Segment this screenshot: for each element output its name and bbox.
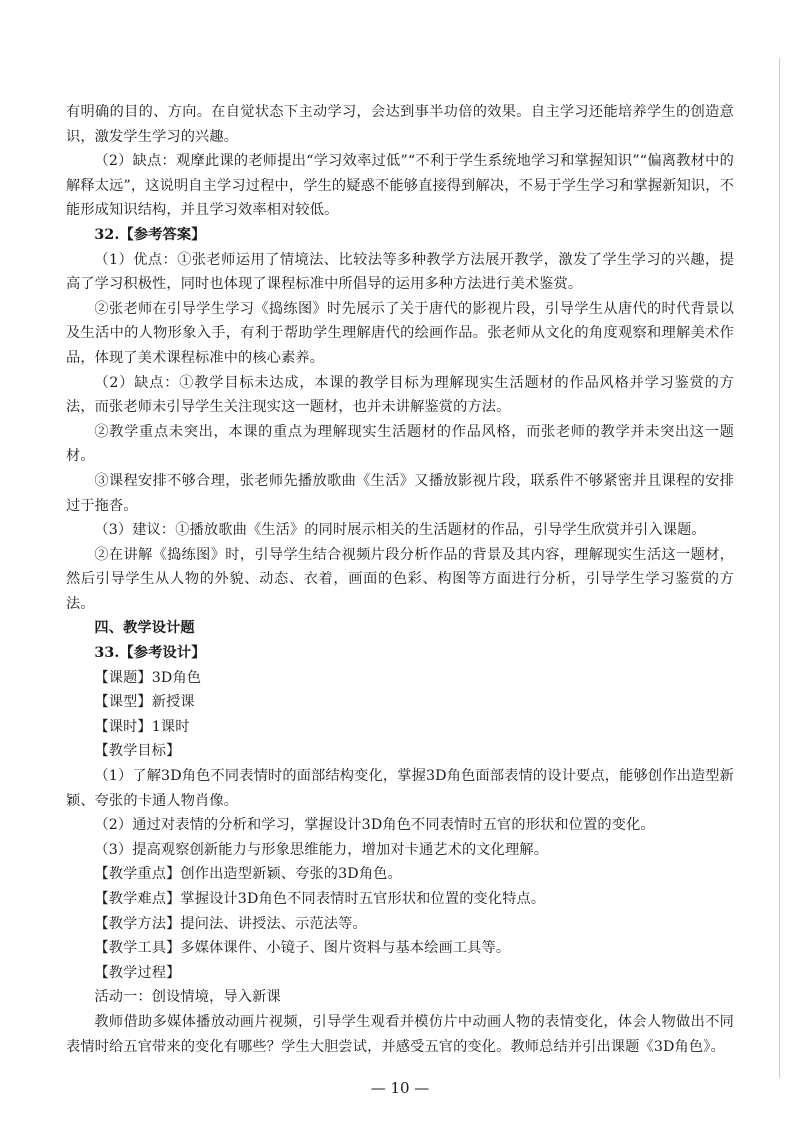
paragraph: （2）缺点：①教学目标未达成，本课的教学目标为理解现实生活题材的作品风格并学习鉴赏的方法，而张老师未引导学生关注现实这一题材，也并未讲解鉴赏的方法。 <box>66 374 734 416</box>
paragraph: 教师借助多媒体播放动画片视频，引导学生观看并模仿片中动画人物的表情变化，体会人物做出不同表情时给五官带来的变化有哪些？学生大胆尝试，并感受五官的变化。教师总结并引出课题《3D角色》。 <box>66 1013 734 1055</box>
paragraph: 有明确的目的、方向。在自觉状态下主动学习，会达到事半功倍的效果。自主学习还能培养学生的创造意识，激发学生学习的兴趣。 <box>66 104 734 145</box>
paragraph: 【教学难点】掌握设计3D角色不同表情时五官形状和位置的变化特点。 <box>94 891 546 907</box>
paragraph: 活动一：创设情境，导入新课 <box>94 989 281 1006</box>
paragraph: 【课时】1课时 <box>94 718 190 735</box>
section-heading: 四、教学设计题 <box>94 620 195 637</box>
page-edge-rule <box>779 58 780 1078</box>
paragraph: 【教学重点】创作出造型新颖、夸张的3D角色。 <box>94 866 402 883</box>
paragraph: ②教学重点未突出，本课的重点为理解现实生活题材的作品风格，而张老师的教学并未突出这一题材。 <box>66 423 734 465</box>
paragraph: ②张老师在引导学生学习《捣练图》时先展示了关于唐代的影视片段，引导学生从唐代的时代背景以及生活中的人物形象入手，有利于帮助学生理解唐代的绘画作品。张老师从文化的角度观察和理解美术作品，体现了美术课程标准中的核心素养。 <box>66 300 734 366</box>
paragraph: 【教学目标】 <box>94 743 181 760</box>
paragraph: （3）建议：①播放歌曲《生活》的同时展示相关的生活题材的作品，引导学生欣赏并引入课题。 <box>94 522 706 539</box>
section-heading: 32.【参考答案】 <box>94 226 206 243</box>
paragraph: 【课型】新授课 <box>94 694 195 711</box>
paragraph: 【教学方法】提问法、讲授法、示范法等。 <box>94 915 367 932</box>
paragraph: （2）缺点：观摩此课的老师提出“学习效率过低”“不利于学生系统地学习和掌握知识”“偏离教材中的解释太远”，这说明自主学习过程中，学生的疑惑不能够直接得到解决，不易于学生学习和掌握新知识，不能形成知识结构，并且学习效率相对较低。 <box>66 153 734 219</box>
paragraph: （1）了解3D角色不同表情时的面部结构变化，掌握3D角色面部表情的设计要点，能够创作出造型新颖、夸张的卡通人物肖像。 <box>66 768 734 809</box>
paragraph: 【教学过程】 <box>94 964 181 981</box>
document-body <box>66 100 734 1059</box>
paragraph: 【教学工具】多媒体课件、小镜子、图片资料与基本绘画工具等。 <box>94 940 511 957</box>
paragraph: （1）优点：①张老师运用了情境法、比较法等多种教学方法展开教学，激发了学生学习的兴趣，提高了学习积极性，同时也体现了课程标准中所倡导的运用多种方法进行美术鉴赏。 <box>66 251 734 293</box>
paragraph: ②在讲解《捣练图》时，引导学生结合视频片段分析作品的背景及其内容，理解现实生活这一题材，然后引导学生从人物的外貌、动态、衣着，画面的色彩、构图等方面进行分析，引导学生学习鉴赏的方法。 <box>66 546 734 612</box>
paragraph: ③课程安排不够合理，张老师先播放歌曲《生活》又播放影视片段，联系件不够紧密并且课程的安排过于拖沓。 <box>66 472 734 514</box>
page-number: — 10 — <box>370 1079 430 1097</box>
paragraph: （2）通过对表情的分析和学习，掌握设计3D角色不同表情时五官的形状和位置的变化。 <box>94 817 655 834</box>
section-heading: 33.【参考设计】 <box>94 645 206 662</box>
paragraph: 【课题】3D角色 <box>94 669 202 686</box>
paragraph: （3）提高观察创新能力与形象思维能力，增加对卡通艺术的文化理解。 <box>94 841 549 858</box>
